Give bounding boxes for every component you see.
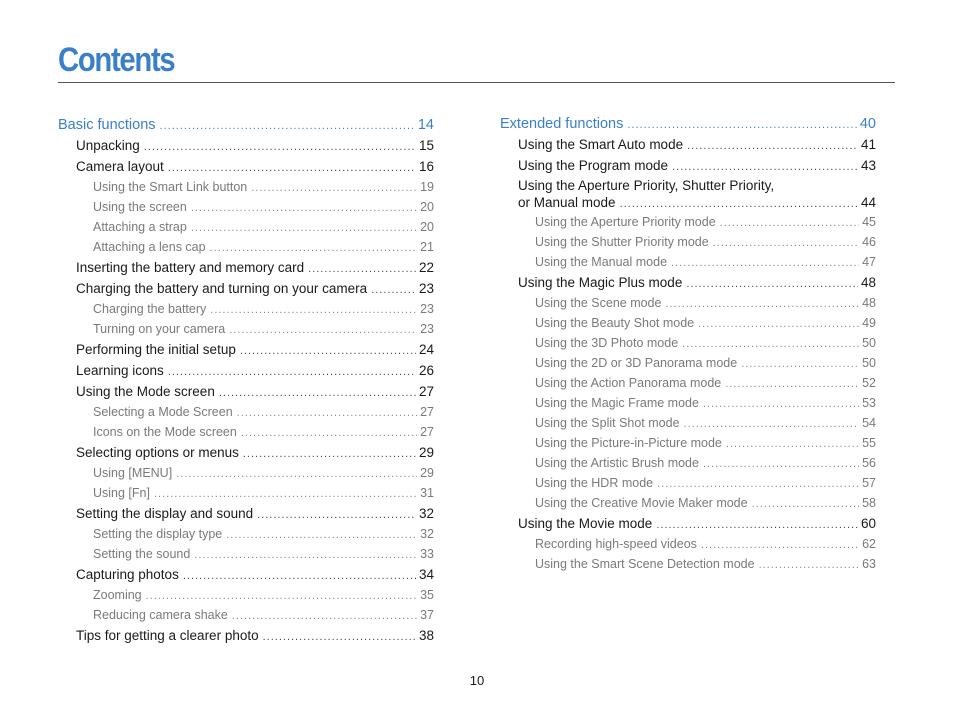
toc-entry-title: Extended functions xyxy=(500,116,624,132)
toc-page-number: 43 xyxy=(860,158,876,173)
toc-left-column xyxy=(58,116,434,647)
toc-subentry[interactable] xyxy=(58,403,434,423)
toc-entry-title: Using [MENU] xyxy=(93,466,173,480)
toc-subentry[interactable] xyxy=(58,484,434,504)
toc-entry[interactable] xyxy=(58,382,434,403)
toc-page-number: 22 xyxy=(418,260,434,275)
toc-subentry[interactable] xyxy=(58,586,434,606)
toc-entry[interactable] xyxy=(58,626,434,647)
toc-page-number: 58 xyxy=(862,496,876,510)
dot-leader xyxy=(226,526,417,545)
toc-entry-title: Using the Mode screen xyxy=(76,384,215,399)
toc-entry[interactable] xyxy=(58,504,434,525)
toc-page-number: 26 xyxy=(418,363,434,378)
toc-entry-title: Performing the initial setup xyxy=(76,342,236,357)
toc-page-number: 44 xyxy=(860,195,876,210)
toc-entry-title: Using the Aperture Priority mode xyxy=(535,215,716,229)
toc-page-number: 47 xyxy=(862,255,876,269)
toc-page-number: 55 xyxy=(862,436,876,450)
toc-entry[interactable] xyxy=(58,157,434,178)
toc-entry-title: Using the Magic Frame mode xyxy=(535,396,699,410)
toc-entry-heading-line[interactable] xyxy=(500,177,876,194)
toc-subentry[interactable] xyxy=(58,525,434,545)
dot-leader xyxy=(308,260,416,279)
dot-leader xyxy=(620,195,858,213)
toc-entry-title: Using the Manual mode xyxy=(535,255,668,269)
toc-subentry[interactable] xyxy=(58,545,434,565)
dot-leader xyxy=(232,607,417,626)
toc-page-number: 23 xyxy=(418,281,434,296)
toc-subentry[interactable] xyxy=(58,198,434,218)
dot-leader xyxy=(698,315,859,334)
toc-subentry[interactable] xyxy=(58,218,434,238)
dot-leader xyxy=(144,138,416,157)
toc-page-number: 31 xyxy=(420,486,434,500)
toc-right-column xyxy=(500,115,876,575)
dot-leader xyxy=(240,342,416,361)
toc-entry-title: Learning icons xyxy=(76,363,164,378)
toc-entry-title: Selecting a Mode Screen xyxy=(93,405,233,419)
toc-entry-title: Icons on the Mode screen xyxy=(93,425,237,439)
toc-page-number: 29 xyxy=(420,466,434,480)
toc-entry-title: Inserting the battery and memory card xyxy=(76,260,305,275)
toc-subentry[interactable] xyxy=(58,238,434,258)
toc-entry-title: Using the screen xyxy=(93,200,187,214)
toc-entry-title: Attaching a lens cap xyxy=(93,240,206,254)
toc-subentry[interactable] xyxy=(500,294,876,314)
dot-leader xyxy=(741,355,859,374)
dot-leader xyxy=(154,485,417,504)
page-number: 10 xyxy=(469,673,485,688)
toc-subentry[interactable] xyxy=(500,555,876,575)
toc-entry-title: Using the Creative Movie Maker mode xyxy=(535,496,748,510)
toc-entry-title: Setting the display type xyxy=(93,527,223,541)
page-title: Contents xyxy=(58,41,175,79)
toc-page-number: 57 xyxy=(862,476,876,490)
toc-entry[interactable] xyxy=(500,273,876,294)
dot-leader xyxy=(251,179,417,198)
toc-entry-title: Using the Smart Scene Detection mode xyxy=(535,557,755,571)
toc-page-number: 53 xyxy=(862,396,876,410)
toc-subentry[interactable] xyxy=(500,354,876,374)
toc-page-number: 48 xyxy=(860,275,876,290)
toc-entry[interactable] xyxy=(58,565,434,586)
dot-leader xyxy=(703,395,859,414)
toc-page-number: 41 xyxy=(860,137,876,152)
toc-subentry[interactable] xyxy=(500,314,876,334)
toc-entry-title: Tips for getting a clearer photo xyxy=(76,628,259,643)
toc-subentry[interactable] xyxy=(500,394,876,414)
toc-page-number: 56 xyxy=(862,456,876,470)
toc-subentry[interactable] xyxy=(58,423,434,443)
title-divider xyxy=(58,82,895,83)
dot-leader xyxy=(219,384,416,403)
dot-leader xyxy=(703,455,859,474)
toc-entry-title: Using the Program mode xyxy=(518,158,669,173)
toc-entry[interactable] xyxy=(58,443,434,464)
toc-page-number: 52 xyxy=(862,376,876,390)
dot-leader xyxy=(241,424,417,443)
toc-page-number: 27 xyxy=(420,425,434,439)
toc-page-number: 20 xyxy=(420,200,434,214)
toc-page-number: 23 xyxy=(420,302,434,316)
dot-leader xyxy=(686,275,858,294)
toc-page-number: 29 xyxy=(418,445,434,460)
dot-leader xyxy=(194,546,417,565)
toc-entry-title: Using the Split Shot mode xyxy=(535,416,680,430)
toc-page-number: 14 xyxy=(417,117,434,133)
toc-entry[interactable] xyxy=(500,135,876,156)
dot-leader xyxy=(263,628,416,647)
toc-entry-title: Setting the sound xyxy=(93,547,191,561)
dot-leader xyxy=(210,301,417,320)
dot-leader xyxy=(665,295,859,314)
toc-subentry[interactable] xyxy=(500,414,876,434)
dot-leader xyxy=(672,158,858,177)
toc-page-number: 32 xyxy=(418,506,434,521)
toc-entry-title: Using the 2D or 3D Panorama mode xyxy=(535,356,738,370)
toc-page-number: 38 xyxy=(418,628,434,643)
toc-page-number: 54 xyxy=(862,416,876,430)
dot-leader xyxy=(720,214,859,233)
toc-subentry[interactable] xyxy=(500,474,876,494)
toc-entry-title: Using the Scene mode xyxy=(535,296,662,310)
toc-page-number: 62 xyxy=(862,537,876,551)
dot-leader xyxy=(146,587,417,606)
dot-leader xyxy=(210,239,418,258)
toc-entry-title: Using the Action Panorama mode xyxy=(535,376,722,390)
toc-entry[interactable] xyxy=(58,340,434,361)
dot-leader xyxy=(183,567,416,586)
toc-entry-title: Selecting options or menus xyxy=(76,445,239,460)
toc-page-number: 27 xyxy=(418,384,434,399)
dot-leader xyxy=(657,475,859,494)
toc-entry-title: Using the Smart Auto mode xyxy=(518,137,684,152)
toc-subentry[interactable] xyxy=(58,464,434,484)
toc-subentry[interactable] xyxy=(58,178,434,198)
toc-page-number: 35 xyxy=(420,588,434,602)
dot-leader xyxy=(726,435,859,454)
toc-subentry[interactable] xyxy=(500,535,876,555)
toc-entry[interactable] xyxy=(500,194,876,213)
toc-page-number: 50 xyxy=(862,336,876,350)
toc-entry-title: Turning on your camera xyxy=(93,322,226,336)
toc-entry-title: Reducing camera shake xyxy=(93,608,228,622)
toc-entry-title: Recording high-speed videos xyxy=(535,537,697,551)
toc-page-number: 63 xyxy=(862,557,876,571)
toc-subentry[interactable] xyxy=(58,320,434,340)
toc-entry[interactable] xyxy=(500,514,876,535)
toc-page-number: 33 xyxy=(420,547,434,561)
toc-subentry[interactable] xyxy=(500,253,876,273)
toc-entry-title: Basic functions xyxy=(58,117,156,133)
dot-leader xyxy=(371,281,416,300)
toc-page-number: 48 xyxy=(862,296,876,310)
toc-subentry[interactable] xyxy=(500,454,876,474)
toc-entry-title: Zooming xyxy=(93,588,142,602)
toc-subentry[interactable] xyxy=(500,434,876,454)
toc-entry-title: Using the Smart Link button xyxy=(93,180,248,194)
dot-leader xyxy=(759,556,860,575)
dot-leader xyxy=(257,506,416,525)
dot-leader xyxy=(243,445,416,464)
dot-leader xyxy=(725,375,859,394)
toc-page-number: 60 xyxy=(860,516,876,531)
toc-page-number: 23 xyxy=(420,322,434,336)
toc-entry[interactable] xyxy=(58,258,434,279)
toc-entry-title: Unpacking xyxy=(76,138,140,153)
toc-page-number: 16 xyxy=(418,159,434,174)
toc-entry-title: Using the HDR mode xyxy=(535,476,654,490)
dot-leader xyxy=(191,199,417,218)
toc-subentry[interactable] xyxy=(500,374,876,394)
toc-page-number: 32 xyxy=(420,527,434,541)
toc-subentry[interactable] xyxy=(58,300,434,320)
toc-entry-title: Using the Aperture Priority, Shutter Priority, xyxy=(518,178,775,193)
dot-leader xyxy=(687,137,858,156)
toc-page-number: 49 xyxy=(862,316,876,330)
toc-entry-title-continued: or Manual mode xyxy=(518,195,616,210)
toc-entry-title: Charging the battery and turning on your camera xyxy=(76,281,368,296)
toc-page-number: 21 xyxy=(420,240,434,254)
toc-entry-title: Using [Fn] xyxy=(93,486,150,500)
toc-subentry[interactable] xyxy=(500,233,876,253)
dot-leader xyxy=(237,404,417,423)
toc-entry-title: Camera layout xyxy=(76,159,164,174)
toc-subentry[interactable] xyxy=(500,213,876,233)
toc-section-heading[interactable] xyxy=(58,116,434,136)
toc-entry[interactable] xyxy=(58,279,434,300)
toc-entry-title: Using the Magic Plus mode xyxy=(518,275,683,290)
toc-page-number: 34 xyxy=(418,567,434,582)
dot-leader xyxy=(191,219,417,238)
toc-entry-title: Using the Movie mode xyxy=(518,516,653,531)
toc-entry-title: Using the Shutter Priority mode xyxy=(535,235,709,249)
toc-section-heading[interactable] xyxy=(500,115,876,135)
dot-leader xyxy=(168,363,416,382)
dot-leader xyxy=(671,254,859,273)
toc-page-number: 20 xyxy=(420,220,434,234)
dot-leader xyxy=(701,536,859,555)
dot-leader xyxy=(713,234,859,253)
toc-entry[interactable] xyxy=(58,361,434,382)
toc-entry-title: Using the Beauty Shot mode xyxy=(535,316,695,330)
toc-entry-title: Using the 3D Photo mode xyxy=(535,336,679,350)
toc-subentry[interactable] xyxy=(58,606,434,626)
toc-entry-title: Capturing photos xyxy=(76,567,179,582)
toc-entry-title: Using the Artistic Brush mode xyxy=(535,456,699,470)
toc-page-number: 19 xyxy=(420,180,434,194)
toc-page-number: 27 xyxy=(420,405,434,419)
dot-leader xyxy=(682,335,859,354)
dot-leader xyxy=(229,321,417,340)
toc-page-number: 24 xyxy=(418,342,434,357)
toc-entry-title: Using the Picture-in-Picture mode xyxy=(535,436,722,450)
toc-subentry[interactable] xyxy=(500,334,876,354)
toc-entry-title: Setting the display and sound xyxy=(76,506,254,521)
toc-page-number: 37 xyxy=(420,608,434,622)
toc-subentry[interactable] xyxy=(500,494,876,514)
toc-entry-title: Charging the battery xyxy=(93,302,207,316)
toc-page-number: 45 xyxy=(862,215,876,229)
toc-page-number: 46 xyxy=(862,235,876,249)
dot-leader xyxy=(627,116,857,135)
toc-entry[interactable] xyxy=(58,136,434,157)
toc-page-number: 15 xyxy=(418,138,434,153)
toc-page-number: 40 xyxy=(859,116,876,132)
dot-leader xyxy=(656,516,858,535)
dot-leader xyxy=(168,159,416,178)
dot-leader xyxy=(160,117,415,136)
toc-entry-title: Attaching a strap xyxy=(93,220,187,234)
dot-leader xyxy=(176,465,417,484)
toc-page-number: 50 xyxy=(862,356,876,370)
dot-leader xyxy=(752,495,860,514)
toc-entry[interactable] xyxy=(500,156,876,177)
dot-leader xyxy=(684,415,860,434)
